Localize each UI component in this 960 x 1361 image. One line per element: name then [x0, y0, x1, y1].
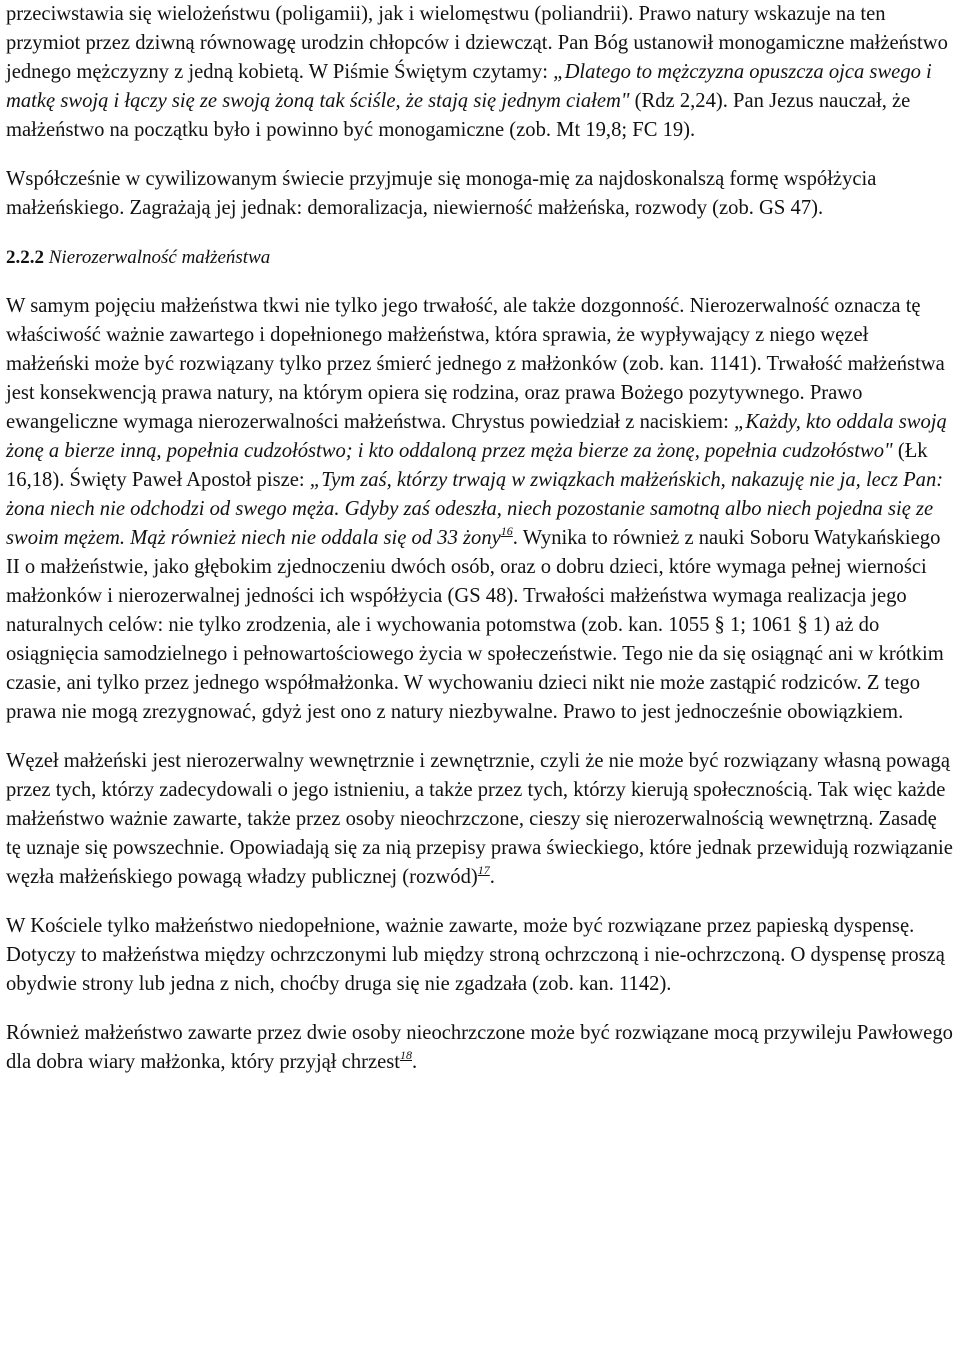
paragraph-monogamy	[6, 0, 956, 145]
paragraph-contemporary: Współcześnie w cywilizowanym świecie przyjmuje się monoga-mię za najdoskonalszą formę współżycia małżeńskiego. Zagrażają jej jednak: demoralizacja, niewierność małżeńska, rozwody (zob. GS 47).	[6, 168, 877, 219]
footnote-ref-18[interactable]: 18	[400, 1048, 412, 1062]
quote-paul: „Tym zaś, którzy trwają w związkach małżeńskich, nakazuję nie ja, lecz Pan: żona niech nie odchodzi od swego męża. Gdyby zaś odeszła, niech pozostanie samotną albo niech pojedna się ze swoim mężem. Mąż również niech nie oddala się od 33 żony	[6, 469, 944, 549]
text: W samym pojęciu małżeństwa tkwi nie tylko jego trwałość, ale także dozgonność. Nierozerwalność oznacza tę właściwość ważnie zawartego i dopełnionego małżeństwa, która sprawia, że wypływający z niego węzeł małżeński może być rozwiązany tylko przez śmierć jednego z małżonków (zob. kan. 1141). Trwałość małżeństwa jest konsekwencją prawa natury, na którym opiera się rodzina, oraz prawa Bożego pozytywnego. Prawo ewangeliczne wymaga nierozerwalności małżeństwa. Chrystus powiedział z naciskiem:	[6, 295, 945, 433]
document-page	[6, 0, 956, 1077]
paragraph-bond	[6, 747, 956, 892]
text: przeciwstawia się wielożeństwu (poligamii), jak i wielomęstwu (poliandrii). Prawo natury wskazuje na ten przymiot przez dziwną równowagę urodzin chłopców i dziewcząt. Pan Bóg ustanowił monogamiczne małżeństwo jednego mężczyzny z jedną kobietą. W Piśmie Świętym czytamy:	[6, 3, 948, 83]
section-heading	[6, 243, 956, 272]
paragraph-church: W Kościele tylko małżeństwo niedopełnione, ważnie zawarte, może być rozwiązane przez papieską dyspensę. Dotyczy to małżeństwa między ochrzczonymi lub między stroną ochrzczoną i nie-ochrzczoną. O dyspensę proszą obydwie strony lub jedna z nich, choćby druga się nie zgadzała (zob. kan. 1142).	[6, 915, 945, 995]
quote-luke: „Każdy, kto oddala swoją żonę a bierze inną, popełnia cudzołóstwo; i kto oddaloną przez męża bierze za żonę, popełnia cudzołóstwo"	[6, 411, 947, 462]
footnote-ref-16[interactable]: 16	[500, 524, 513, 538]
text: .	[412, 1051, 418, 1073]
section-number: 2.2.2	[6, 247, 44, 268]
text: Również małżeństwo zawarte przez dwie osoby nieochrzczone może być rozwiązane mocą przywileju Pawłowego dla dobra wiary małżonka, który przyjął chrzest	[6, 1022, 953, 1073]
text: . Wynika to również z nauki Soboru Watykańskiego II o małżeństwie, jako głębokim zjednoczeniu dwóch osób, oraz o dobru dzieci, które wymaga pełnej wierności małżonków i nierozerwalnej jedności ich współżycia (GS 48). Trwałości małżeństwa wymaga realizacja jego naturalnych celów: nie tylko zrodzenia, ale i wychowania potomstwa (zob. kan. 1055 § 1; 1061 § 1) aż do osiągnięcia samodzielnego i pełnowartościowego życia w społeczeństwie. Tego nie da się osiągnąć ani w krótkim czasie, ani tylko przez jednego współmałżonka. W wychowaniu dzieci nikt nie może zastąpić rodziców. Z tego prawa nie mogą zrezygnować, gdyż jest ono z natury niezbywalne. Prawo to jest jednocześnie obowiązkiem.	[6, 527, 944, 723]
text: (Łk 16,18). Święty Paweł Apostoł pisze:	[6, 440, 928, 491]
section-title: Nierozerwalność małżeństwa	[44, 247, 271, 268]
text: (Rdz 2,24). Pan Jezus nauczał, że małżeństwo na początku było i powinno być monogamiczne (zob. Mt 19,8; FC 19).	[6, 90, 911, 141]
quote-genesis: „Dlatego to mężczyzna opuszcza ojca swego i matkę swoją i łączy się ze swoją żoną tak ściśle, że stają się jednym ciałem"	[6, 61, 932, 112]
paragraph-pauline-privilege	[6, 1019, 956, 1077]
text: Węzeł małżeński jest nierozerwalny wewnętrznie i zewnętrznie, czyli że nie może być rozwiązany własną powagą przez tych, którzy zadecydowali o jego istnieniu, a także przez tych, którzy kierują społecznością. Tak więc każde małżeństwo ważnie zawarte, także przez osoby nieochrzczone, cieszy się nierozerwalnością wewnętrzną. Zasadę tę uznaje się powszechnie. Opowiadają się za nią przepisy prawa świeckiego, które jednak przewidują rozwiązanie węzła małżeńskiego powagą władzy publicznej (rozwód)	[6, 750, 953, 888]
paragraph-indissolubility	[6, 292, 956, 727]
footnote-ref-17[interactable]: 17	[477, 863, 490, 877]
text: .	[489, 866, 495, 888]
